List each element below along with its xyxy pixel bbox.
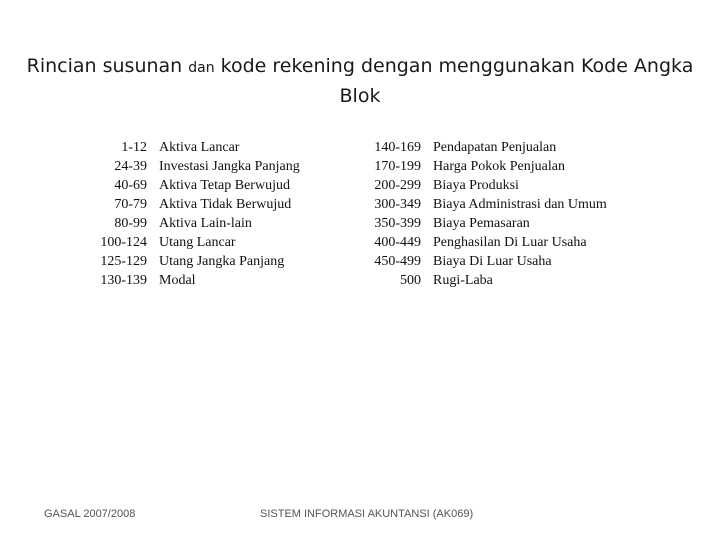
title-part-1: Rincian susunan [26,55,189,77]
account-row [365,157,607,176]
left-account-table [95,138,300,290]
account-code: 24-39 [114,159,147,174]
account-code: 40-69 [114,178,147,193]
account-name: Aktiva Tidak Berwujud [159,197,292,212]
account-name: Aktiva Lancar [159,140,240,155]
account-row [95,138,300,157]
account-name: Biaya Administrasi dan Umum [433,197,607,212]
account-row [95,233,300,252]
account-name: Penghasilan Di Luar Usaha [433,235,587,250]
account-row [95,252,300,271]
account-name: Biaya Pemasaran [433,216,530,231]
slide-title [20,52,700,110]
account-code: 450-499 [374,254,421,269]
account-code: 500 [400,273,421,288]
account-row [95,176,300,195]
right-account-table [365,138,607,290]
account-name: Rugi-Laba [433,273,493,288]
account-name: Utang Jangka Panjang [159,254,285,269]
account-name: Investasi Jangka Panjang [159,159,300,174]
account-code: 170-199 [374,159,421,174]
account-row [95,214,300,233]
account-name: Pendapatan Penjualan [433,140,557,155]
title-part-3: kode rekening dengan menggunakan Kode Angka Blok [214,55,694,107]
account-code: 300-349 [374,197,421,212]
account-row [365,252,607,271]
account-code: 400-449 [374,235,421,250]
account-name: Utang Lancar [159,235,236,250]
account-code: 200-299 [374,178,421,193]
account-code: 350-399 [374,216,421,231]
account-code: 1-12 [121,140,147,155]
account-code: 125-129 [100,254,147,269]
account-name: Harga Pokok Penjualan [433,159,565,174]
account-name: Modal [159,273,196,288]
account-row [365,233,607,252]
account-row [365,214,607,233]
account-name: Aktiva Tetap Berwujud [159,178,290,193]
footer-course: SISTEM INFORMASI AKUNTANSI (AK069) [260,508,474,520]
account-name: Aktiva Lain-lain [159,216,252,231]
account-row [95,157,300,176]
account-row [365,195,607,214]
account-name: Biaya Produksi [433,178,519,193]
account-code: 70-79 [114,197,147,212]
account-row [365,271,607,290]
account-name: Biaya Di Luar Usaha [433,254,552,269]
account-row [95,195,300,214]
account-row [365,138,607,157]
account-code: 130-139 [100,273,147,288]
footer-semester: GASAL 2007/2008 [44,508,136,520]
account-code: 100-124 [100,235,147,250]
title-part-2: dan [188,60,215,76]
account-code: 140-169 [374,140,421,155]
account-row [95,271,300,290]
account-row [365,176,607,195]
account-code: 80-99 [114,216,147,231]
